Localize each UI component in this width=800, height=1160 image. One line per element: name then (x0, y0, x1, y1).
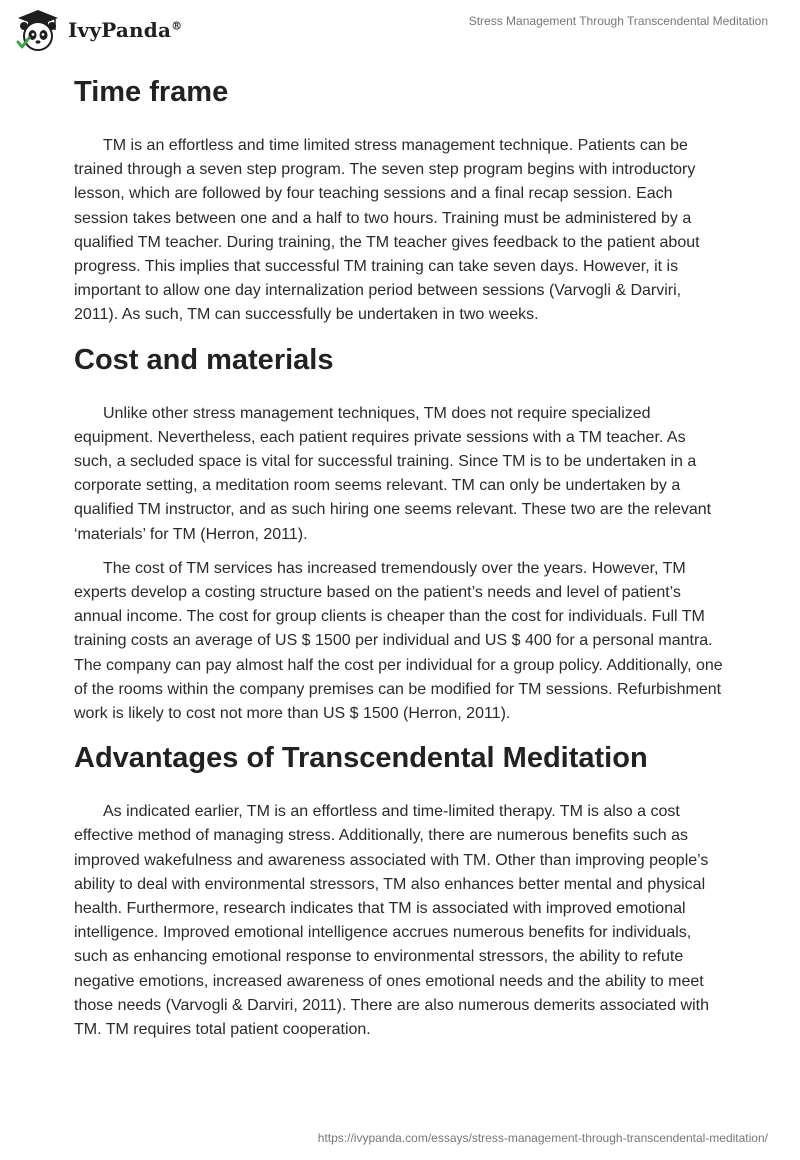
paragraph: Unlike other stress management techniques, TM does not require specialized equipment. Nevertheless, each patient requires private sessions with a TM teacher. As such, a secluded space is vital for successful training. Since TM is to be undertaken in a corporate setting, a meditation room seems relevant. TM can only be undertaken by a qualified TM instructor, and as such hiring one seems relevant. These two are the relevant ‘materials’ for TM (Herron, 2011). (74, 404, 712, 543)
section-heading-cost-and-materials: Cost and materials (74, 343, 334, 376)
panda-logo-icon (14, 8, 62, 52)
document-title: Stress Management Through Transcendental Meditation (468, 14, 768, 28)
section-heading-advantages: Advantages of Transcendental Meditation (74, 742, 648, 775)
source-url-link[interactable]: https://ivypanda.com/essays/stress-management-through-transcendental-meditation/ (317, 1131, 768, 1145)
trademark-symbol: ® (171, 19, 183, 33)
brand-name: IvyPanda® (68, 18, 183, 42)
paragraph: TM is an effortless and time limited stress management technique. Patients can be trained through a seven step program. The seven step program begins with introductory lesson, which are followed by four teaching sessions and a final recap session. Each session takes between one and a half to two hours. Training must be administered by a qualified TM teacher. During training, the TM teacher gives feedback to the patient about progress. This implies that successful TM training can take seven days. However, it is important to allow one day internalization period between sessions (Varvogli & Darviri, 2011). As such, TM can successfully be undertaken in two weeks. (74, 137, 700, 324)
paragraph: As indicated earlier, TM is an effortless and time-limited therapy. TM is also a cost effective method of managing stress. Additionally, there are numerous benefits such as improved wakefulness and awareness associated with TM. Other than improving people’s ability to deal with environmental stressors, TM also enhances better mental and physical health. Furthermore, research indicates that TM is associated with improved emotional intelligence. Improved emotional intelligence accrues numerous benefits for individuals, such as enhancing emotional response to environmental stressors, the ability to refute negative emotions, increased awareness of ones emotional needs and the ability to meet those needs (Varvogli & Darviri, 2011). There are also numerous demerits associated with TM. TM requires total patient cooperation. (74, 803, 709, 1039)
section-heading-time-frame: Time frame (74, 76, 229, 108)
page-header (0, 0, 800, 60)
essay-body (74, 72, 724, 1042)
brand-logo-link[interactable] (14, 8, 182, 52)
paragraph: The cost of TM services has increased tremendously over the years. However, TM experts develop a costing structure based on the patient’s needs and level of patient’s annual income. The cost for group clients is cheaper than the cost for individuals. Full TM training costs an average of US $ 1500 per individual and US $ 400 for a personal mantra. The company can pay almost half the cost per individual for a group policy. Additionally, one of the rooms within the company premises can be modified for TM sessions. Refurbishment work is likely to cost not more than US $ 1500 (Herron, 2011). (74, 559, 723, 723)
